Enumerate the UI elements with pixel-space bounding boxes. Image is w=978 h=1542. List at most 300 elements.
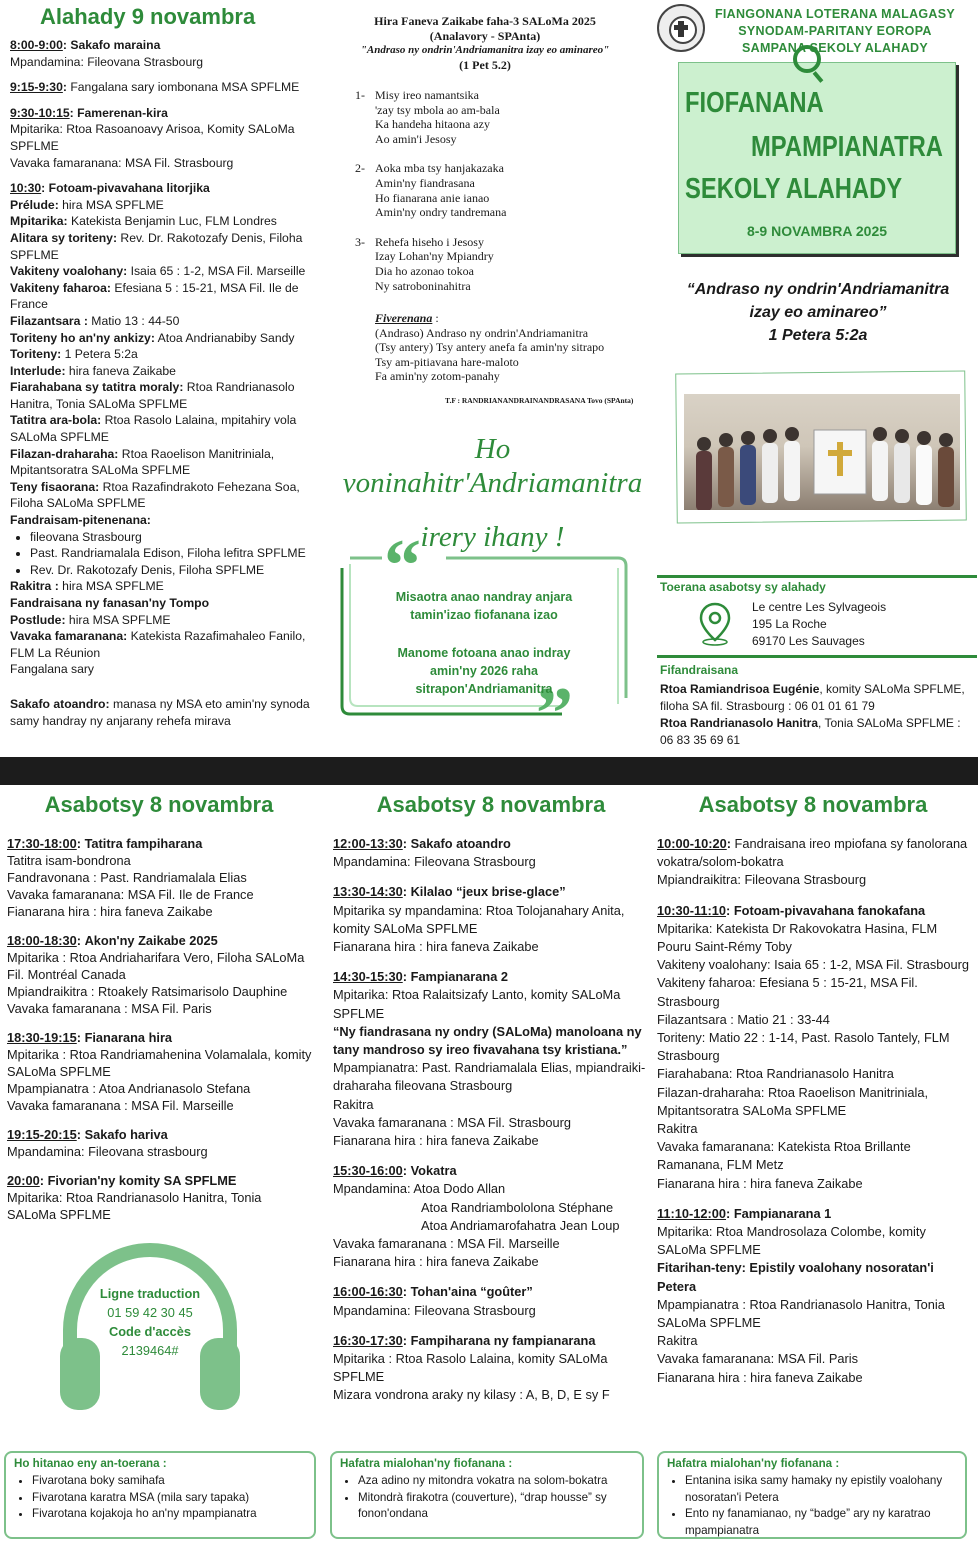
glory-line-1: Ho voninahitr'Andriamanitra <box>342 433 643 499</box>
liturgy-role: Fiarahabana sy tatitra moraly: <box>10 380 184 395</box>
refrain-line: (Tsy antery) Tsy antery anefa fa amin'ny sitrapo <box>375 340 605 355</box>
magnifier-icon <box>793 45 821 73</box>
colon-sep: : <box>432 311 439 325</box>
hymn-credit: T.F : RANDRIANANDRAINANDRASANA Tovo (SPAnta) <box>445 396 634 405</box>
sat-title-3: Asabotsy 8 novambra <box>698 792 928 817</box>
entry-title: Fivorian'ny komity SA SPFLME <box>47 1173 237 1188</box>
spacer <box>333 1271 649 1283</box>
schedule-entry <box>7 835 312 852</box>
note-list <box>667 1473 957 1539</box>
entry-detail: Tatitra isam-bondrona <box>7 853 131 868</box>
contact-title: Fifandraisana <box>660 663 739 677</box>
entry-title: Fianarana hira <box>84 1030 173 1045</box>
hymn-stanza <box>355 235 645 293</box>
liturgy-role: Vakiteny voalohany: <box>10 264 128 279</box>
venue-rule <box>657 575 977 578</box>
schedule-entry <box>657 835 973 871</box>
hymn-header <box>340 14 630 72</box>
entry-detail: Filazan-draharaha: Rtoa Raoelison Manitriniala, Mpitantsoratra SALoMa SPFLME <box>657 1084 929 1118</box>
schedule-entry <box>333 883 649 901</box>
liturgy-person: Katekista Razafimahaleo Fanilo, FLM La Réunion <box>10 629 306 660</box>
entry-time: 14:30-15:30 <box>333 969 403 985</box>
liturgy-line <box>10 230 322 263</box>
spacer <box>10 171 322 180</box>
close-quote-icon: ” <box>536 673 573 755</box>
entry-detail: Mpitarika: Rtoa Randrianasolo Hanitra, Tonia SALoMa SPFLME <box>7 1190 262 1222</box>
venue-line-3: 69170 Les Sauvages <box>752 634 865 648</box>
entry-detail: Vavaka famaranana: MSA Fil. Ile de France <box>7 887 254 902</box>
spacer <box>333 1320 649 1332</box>
venue-line-2: 195 La Roche <box>752 617 827 631</box>
entry-time: 17:30-18:00 <box>7 836 77 851</box>
note-title: Ho hitanao eny an-toerana : <box>14 1457 167 1470</box>
entry-detail: Mizara vondrona araky ny kilasy : A, B, D, E sy F <box>333 1387 610 1403</box>
refrain-title <box>375 311 645 326</box>
entry-detail: Fianarana hira : hira faneva Zaikabe <box>657 1175 863 1191</box>
liturgy-person: Katekista Benjamin Luc, FLM Londres <box>67 214 277 229</box>
speaker-item: • Past. Randriamalala Edison, Filoha lefitra SPFLME <box>30 545 322 562</box>
training-banner <box>678 62 956 254</box>
hymn-ref: (1 Pet 5.2) <box>459 57 511 72</box>
note-item: • Fivarotana boky samihafa <box>32 1473 306 1489</box>
liturgy-line <box>10 512 322 529</box>
entry-time: 19:15-20:15 <box>7 1127 77 1142</box>
colon-sep: : <box>41 181 49 196</box>
speaker-item: • Rev. Dr. Rakotozafy Denis, Filoha SPFLME <box>30 562 322 579</box>
colon-sep: : <box>69 105 78 120</box>
entry-title: Fampiharana ny fampianarana <box>410 1332 596 1348</box>
refrain-line: (Andraso) Andraso ny ondrin'Andriamanitra <box>375 325 589 340</box>
entry-detail: Vavaka famaranana: MSA Fil. Strasbourg <box>10 155 234 170</box>
entry-time: 16:00-16:30 <box>333 1284 403 1300</box>
sat-afternoon-schedule <box>333 835 649 1417</box>
entry-time: 20:00 <box>7 1173 40 1188</box>
liturgy-role: Fandraisana ny fanasan'ny Tompo <box>10 596 210 610</box>
schedule-entry <box>7 932 312 949</box>
liturgy-role: Rakitra : <box>10 579 59 594</box>
liturgy-person: Rev. Dr. Rakotozafy Denis, Filoha SPFLME <box>10 230 303 262</box>
note-item: • Fivarotana karatra MSA (mila sary tapaka) <box>32 1490 306 1506</box>
schedule-entry <box>7 1029 312 1046</box>
theme-verse <box>658 278 978 347</box>
entry-detail: Fianarana hira : hira faneva Zaikabe <box>657 1369 863 1385</box>
stanza-number: 1- <box>355 88 365 102</box>
schedule-entry <box>333 1162 649 1180</box>
org-name <box>708 6 962 57</box>
spacer <box>657 890 973 902</box>
entry-title: Fampianarana 1 <box>733 1205 832 1221</box>
glory-line-2: irery ihany ! <box>420 521 565 553</box>
access-code-value: 2139464# <box>121 1343 179 1358</box>
liturgy-line <box>10 330 322 347</box>
quote-line-1: Misaotra anao nandray anjara <box>395 590 573 604</box>
quote-line-4: amin'ny 2026 raha <box>430 664 538 678</box>
day9-schedule <box>10 37 322 729</box>
schedule-entry <box>7 1126 312 1143</box>
speaker-item: • fileovana Strasbourg <box>30 529 322 546</box>
note-item: • Fivarotana kojakoja ho an'ny mpampianatra <box>32 1506 306 1522</box>
entry-detail: Vavaka famaranana : MSA Fil. Strasbourg <box>333 1114 572 1130</box>
entry-detail: Vavaka famaranana : MSA Fil. Marseille <box>333 1236 560 1252</box>
note-title: Hafatra mialohan'ny fiofanana : <box>340 1457 513 1470</box>
liturgy-line <box>10 363 322 380</box>
stanza-number: 2- <box>355 161 365 176</box>
entry-detail: Vavaka famaranana : MSA Fil. Paris <box>7 1001 212 1016</box>
lesson-topic: Fitarihan-teny: Epistily voalohany nosoratan'i Petera <box>657 1260 934 1294</box>
entry-title: Tatitra fampiharana <box>84 836 203 851</box>
notes-onsite <box>4 1451 316 1539</box>
theme-line-1: “Andraso ny ondrin'Andriamanitra <box>686 281 950 298</box>
liturgy-line <box>10 479 322 512</box>
contact-2-name: Rtoa Randrianasolo Hanitra <box>660 716 819 730</box>
banner-line-1: FIOFANANA <box>685 87 824 119</box>
spacer <box>657 1193 973 1205</box>
page-divider <box>0 757 978 785</box>
entry-title: Famerenan-kira <box>77 105 168 120</box>
schedule-entry <box>7 1172 312 1189</box>
refrain-line: Fa amin'ny zotom-panahy <box>375 369 500 384</box>
entry-detail: Mpampianatra: Past. Randriamalala Elias, mpiandraiki-draharaha fileovana Strasbourg <box>333 1060 646 1094</box>
note-item: • Entanina isika samy hamaky ny epistily voalohany nosoratan'i Petera <box>685 1473 957 1506</box>
stanza-line: 'zay tsy mbola ao am-bala <box>375 102 500 117</box>
entry-time: 10:30 <box>10 181 42 196</box>
liturgy-line <box>10 213 322 230</box>
schedule-entry <box>333 1332 649 1350</box>
schedule-entry <box>333 1283 649 1301</box>
access-code-label: Code d'accès <box>109 1324 191 1339</box>
refrain-line: Tsy am-pitiavana hare-maloto <box>375 354 519 369</box>
entry-detail: Mpitarika : Rtoa Randriamahenina Volamalala, komity SALoMa SPFLME <box>7 1047 312 1079</box>
spacer <box>657 1387 973 1399</box>
spacer <box>7 1160 312 1172</box>
location-pin-icon <box>698 600 732 646</box>
entry-time: 12:00-13:30 <box>333 836 403 851</box>
open-quote-icon: “ <box>384 525 421 607</box>
entry-time: 10:30-11:10 <box>657 902 727 918</box>
church-seal-icon <box>657 4 705 52</box>
venue-title: Toerana asabotsy sy alahady <box>660 580 826 594</box>
lesson-topic: “Ny fiandrasana ny ondry (SALoMa) manoloana ny tany mandroso sy ireo fivavahana tsy kristiana.” <box>333 1023 642 1058</box>
spacer <box>333 1405 649 1417</box>
refrain-label: Fiverenana <box>375 311 433 325</box>
theme-line-2: izay eo aminareo” <box>749 304 887 321</box>
note-item: • Aza adino ny mitondra vokatra na solom-bokatra <box>358 1473 634 1489</box>
hymn-refrain <box>375 311 645 384</box>
stanza-line: Amin'ny ondry tandremana <box>375 205 507 220</box>
liturgy-person: hira faneva Zaikabe <box>65 363 176 378</box>
entry-title: Fampianarana 2 <box>410 969 509 985</box>
org-line-2: SYNODAM-PARITANY EOROPA <box>738 24 932 38</box>
note-item: • Ento ny fanamianao, ny “badge” ary ny karatrao mpampianatra <box>685 1506 957 1539</box>
liturgy-role: Fandraisam-pitenenana: <box>10 513 151 528</box>
entry-time: 18:00-18:30 <box>7 933 77 948</box>
contact-2-details: , Tonia SALoMa SPFLME : 06 83 35 69 61 <box>660 716 961 747</box>
note-list <box>14 1473 306 1522</box>
stanza-number: 3- <box>355 234 365 249</box>
liturgy-line <box>10 313 322 330</box>
liturgy-role: Alitara sy toriteny: <box>10 230 118 245</box>
entry-detail: Mpandamina: Fileovana Strasbourg <box>10 54 204 69</box>
colon-sep: : <box>402 1284 407 1300</box>
entry-time: 8:00-9:00 <box>10 38 63 52</box>
hymn-sub: (Analavory - SPAnta) <box>429 28 541 43</box>
liturgy-person: hira MSA SPFLME <box>58 579 164 594</box>
liturgy-person: Efesiana 5 : 15-21, MSA Fil. Ile de France <box>10 280 299 312</box>
entry-detail: Vavaka famaranana: Katekista Rtoa Brillante Ramanana, FLM Metz <box>657 1139 911 1173</box>
schedule-entry <box>10 37 322 54</box>
entry-time: 9:30-10:15 <box>10 105 70 120</box>
colon-sep: : <box>402 1332 407 1348</box>
entry-detail: Vavaka famaranana: MSA Fil. Paris <box>657 1351 859 1367</box>
venue-line-1: Le centre Les Sylvageois <box>752 600 887 614</box>
liturgy-line <box>10 612 322 629</box>
stanza-line: Ao amin'i Jesosy <box>375 131 457 146</box>
entry-time: 16:30-17:30 <box>333 1332 403 1348</box>
schedule-entry <box>10 105 322 122</box>
liturgy-role: Vakiteny faharoa: <box>10 280 111 295</box>
colon-sep: : <box>402 836 407 851</box>
entry-time: 18:30-19:15 <box>7 1030 77 1045</box>
entry-title: Fotoam-pivavahana litorjika <box>48 181 210 196</box>
theme-line-3: 1 Petera 5:2a <box>768 327 868 344</box>
entry-detail: Mpitarika : Rtoa Andriaharifara Vero, Filoha SALoMa Fil. Montréal Canada <box>7 950 305 982</box>
liturgy-person: hira MSA SPFLME <box>58 197 164 212</box>
liturgy-role: Tatitra ara-bola: <box>10 413 102 428</box>
lunch-note <box>10 696 322 729</box>
liturgy-line <box>10 197 322 214</box>
note-title: Hafatra mialohan'ny fiofanana : <box>667 1457 840 1470</box>
stanza-line: Amin'ny fiandrasana <box>375 175 475 190</box>
liturgy-role: Postlude: <box>10 612 66 627</box>
liturgy-role: Vavaka famaranana: <box>10 629 128 644</box>
entry-title: Akon'ny Zaikabe 2025 <box>84 933 218 948</box>
banner-date: 8-9 NOVAMBRA 2025 <box>746 223 888 239</box>
colon-sep: : <box>402 1163 407 1179</box>
contact-1-name: Rtoa Ramiandrisoa Eugénie <box>660 682 820 696</box>
entry-detail: Fianarana hira : hira faneva Zaikabe <box>333 1133 539 1149</box>
liturgy-person: Rtoa Raoelison Manitriniala, Mpitantsoratra SALoMa SPFLME <box>10 446 275 478</box>
entry-detail: Mpandamina: Fileovana Strasbourg <box>333 1302 536 1318</box>
entry-time: 11:10-12:00 <box>657 1205 727 1221</box>
entry-detail: Vakiteny voalohany: Isaia 65 : 1-2, MSA Fil. Strasbourg <box>657 957 970 973</box>
entry-title: Sakafo maraina <box>70 38 161 52</box>
schedule-entry <box>657 1205 973 1223</box>
liturgy-line <box>10 578 322 595</box>
entry-detail: Atoa Randriambololona Stéphane <box>421 1199 614 1215</box>
notes-before-1 <box>330 1451 644 1539</box>
colon-sep: : <box>726 902 731 918</box>
speakers-list <box>10 529 322 579</box>
liturgy-line <box>10 412 322 445</box>
spacer <box>333 871 649 883</box>
entry-title: Fandraisana ireo mpiofana sy fanolorana vokatra/solom-bokatra <box>657 836 968 870</box>
spacer <box>7 1223 312 1235</box>
stanza-line: Dia ho azonao tokoa <box>375 263 474 278</box>
hymn-stanza <box>355 161 645 219</box>
venue-address <box>752 599 886 650</box>
translation-label: Ligne traduction <box>99 1286 201 1301</box>
liturgy-role: Filazan-draharaha: <box>10 446 119 461</box>
entry-detail: Mpiandraikitra : Rtoakely Ratsimarisolo Dauphine <box>7 984 288 999</box>
entry-time: 10:00-10:20 <box>657 836 727 851</box>
stanza-line: Aoka mba tsy hanjakazaka <box>375 161 504 176</box>
liturgy-line <box>10 446 322 479</box>
liturgy-person: Rtoa Randrianasolo Hanitra, Tonia SALoMa SPFLME <box>10 380 295 411</box>
sat-evening-schedule <box>7 835 312 1235</box>
liturgy-role: Mpitarika: <box>10 214 68 229</box>
spacer <box>7 920 312 932</box>
colon-sep: : <box>402 969 407 985</box>
liturgy-line <box>10 661 322 678</box>
entry-detail: Fianarana hira : hira faneva Zaikabe <box>333 1254 539 1270</box>
note-item: • Mitondrà firakotra (couverture), “drap housse” sy fonon'ondana <box>358 1490 634 1523</box>
entry-detail: Mpampianatra : Rtoa Randrianasolo Hanitra, Tonia SALoMa SPFLME <box>657 1296 945 1331</box>
lunch-text: manasa ny MSA eto amin'ny synoda samy handray ny anjarany rehefa mirava <box>10 696 310 728</box>
stanza-line: Izay Lohan'ny Mpiandry <box>375 249 494 264</box>
liturgy-person: Matio 13 : 44-50 <box>87 313 180 328</box>
stanza-line: Ho fianarana anie ianao <box>375 190 490 205</box>
entry-detail: Mpampianatra : Atoa Andrianasolo Stefana <box>7 1081 251 1096</box>
notes-before-2 <box>657 1451 967 1539</box>
lunch-label: Sakafo atoandro: <box>10 696 110 711</box>
stanza-line: Misy ireo namantsika <box>375 88 479 102</box>
colon-sep: : <box>62 38 71 52</box>
liturgy-role: Toriteny: <box>10 347 62 362</box>
colon-sep: : <box>402 884 407 900</box>
translation-text <box>70 1284 230 1360</box>
stanza-line: Ka handeha hitaona azy <box>375 117 490 132</box>
spacer <box>10 678 322 696</box>
entry-detail: Rakitra <box>657 1333 698 1349</box>
stanza-line: Rehefa hiseho i Jesosy <box>375 234 484 249</box>
quote-text <box>336 588 632 698</box>
translation-phone: 01 59 42 30 45 <box>107 1305 193 1320</box>
entry-title: Fangalana sary iombonana MSA SPFLME <box>70 80 300 95</box>
entry-title: Kilalao “jeux brise-glace” <box>410 884 566 900</box>
schedule-entry <box>10 180 322 197</box>
liturgy-role: Toriteny ho an'ny ankizy: <box>10 330 155 345</box>
entry-detail: Mpandamina: Fileovana strasbourg <box>7 1144 208 1159</box>
entry-detail: Filazantsara : Matio 21 : 33-44 <box>657 1011 830 1027</box>
liturgy-person: hira MSA SPFLME <box>65 612 171 627</box>
liturgy-person: Isaia 65 : 1-2, MSA Fil. Marseille <box>127 264 306 279</box>
entry-detail: Rakitra <box>657 1121 698 1137</box>
org-line-3: SAMPANA SEKOLY ALAHADY <box>741 41 929 55</box>
contact-list <box>660 681 972 749</box>
quote-line-2: tamin'izao fiofanana izao <box>410 608 558 622</box>
org-line-1: FIANGONANA LOTERANA MALAGASY <box>714 7 956 21</box>
entry-detail: Fianarana hira : hira faneva Zaikabe <box>7 904 213 919</box>
sat-morning-schedule <box>657 835 973 1399</box>
spacer <box>10 70 322 79</box>
colon-sep: : <box>726 1205 731 1221</box>
entry-title: Sakafo atoandro <box>410 836 511 851</box>
banner-line-2: MPAMPIANATRA <box>751 131 943 163</box>
quote-line-5: sitrapon'Andriamanitra <box>415 682 553 696</box>
entry-detail: Vavaka famaranana : MSA Fil. Marseille <box>7 1098 234 1113</box>
entry-detail: Mpitarika: Rtoa Mandrosolaza Colombe, komity SALoMa SPFLME <box>657 1224 926 1258</box>
entry-time: 15:30-16:00 <box>333 1163 403 1179</box>
group-people-icon <box>684 394 960 510</box>
contact-1-details: , komity SALoMa SPFLME, filoha SA fil. Strasbourg : 06 01 01 61 79 <box>660 682 965 713</box>
schedule-entry <box>333 835 649 853</box>
entry-time: 13:30-14:30 <box>333 884 403 900</box>
liturgy-line <box>10 595 322 612</box>
entry-detail: Atoa Andriamarofahatra Jean Loup <box>421 1217 620 1233</box>
entry-title: Vokatra <box>410 1163 457 1179</box>
liturgy-line <box>10 379 322 412</box>
entry-detail: Mpitarika sy mpandamina: Rtoa Tolojanahary Anita, komity SALoMa SPFLME <box>333 902 625 936</box>
quote-line-3: Manome fotoana anao indray <box>397 646 571 660</box>
hymn-verse: "Andraso ny ondrin'Andriamanitra izay eo aminareo" <box>360 44 610 56</box>
note-list <box>340 1473 634 1522</box>
colon-sep: : <box>39 1173 44 1188</box>
entry-detail: Fandravonana : Past. Randriamalala Elias <box>7 870 247 885</box>
group-photo <box>684 394 960 510</box>
liturgy-role: Prélude: <box>10 197 59 212</box>
spacer <box>7 1114 312 1126</box>
entry-detail: Mpitarika: Rtoa Rasoanoavy Arisoa, Komity SALoMa SPFLME <box>10 122 295 153</box>
entry-detail: Mpitarika : Rtoa Rasolo Lalaina, komity SALoMa SPFLME <box>333 1351 608 1385</box>
liturgy-person: Rtoa Rasolo Lalaina, mpitahiry vola SALoMa SPFLME <box>10 413 297 445</box>
hymn-title: Hira Faneva Zaikabe faha-3 SALoMa 2025 <box>374 14 596 28</box>
spacer <box>7 1017 312 1029</box>
liturgy-line <box>10 280 322 313</box>
hymn-stanzas <box>355 88 645 308</box>
colon-sep: : <box>76 836 81 851</box>
liturgy-line <box>10 628 322 661</box>
entry-detail: Fianarana hira : hira faneva Zaikabe <box>333 939 539 955</box>
liturgy-person: 1 Petera 5:2a <box>61 347 138 362</box>
liturgy-role: Teny fisaorana: <box>10 479 100 494</box>
schedule-entry <box>333 968 649 986</box>
spacer <box>333 1150 649 1162</box>
colon-sep: : <box>76 933 81 948</box>
liturgy-line <box>10 263 322 280</box>
entry-title: Tohan'aina “goûter” <box>410 1284 533 1300</box>
liturgy-person: Rtoa Razafindrakoto Fehezana Soa, Filoha SALoMa SPFLME <box>10 479 300 511</box>
entry-detail: Mpitarika: Rtoa Ralaitsizafy Lanto, komity SALoMa SPFLME <box>333 987 621 1021</box>
entry-detail: Toriteny: Matio 22 : 1-14, Past. Rasolo Tantely, FLM Strasbourg <box>657 1030 950 1064</box>
sat-title-1: Asabotsy 8 novambra <box>44 792 274 817</box>
spacer <box>10 96 322 105</box>
entry-title: Sakafo hariva <box>84 1127 168 1142</box>
colon-sep: : <box>62 80 71 95</box>
colon-sep: : <box>76 1127 81 1142</box>
liturgy-person: Atoa Andrianabiby Sandy <box>154 330 295 345</box>
translation-line <box>40 1240 260 1420</box>
entry-detail: Mpandamina: Fileovana Strasbourg <box>333 854 536 870</box>
entry-detail: Mpitarika: Katekista Dr Rakovokatra Hasina, FLM Pouru Saint-Rémy Toby <box>657 920 938 955</box>
liturgy-role: Interlude: <box>10 363 66 378</box>
glory-text <box>335 432 650 554</box>
colon-sep: : <box>726 836 731 851</box>
stanza-line: Ny satroboninahitra <box>375 278 471 293</box>
entry-detail: Vakiteny faharoa: Efesiana 5 : 15-21, MSA Fil. Strasbourg <box>657 975 918 1009</box>
schedule-entry <box>10 79 322 96</box>
entry-time: 9:15-9:30 <box>10 80 63 95</box>
day9-title: Alahady 9 novambra <box>40 4 256 29</box>
hymn-stanza <box>355 88 645 146</box>
entry-detail: Mpandamina: Atoa Dodo Allan <box>333 1181 506 1197</box>
entry-detail: Mpiandraikitra: Fileovana Strasbourg <box>657 872 867 888</box>
liturgy-role: Filazantsara : <box>10 313 88 328</box>
schedule-entry <box>657 902 973 920</box>
liturgy-line <box>10 346 322 363</box>
entry-detail: Fiarahabana: Rtoa Randrianasolo Hanitra <box>657 1066 894 1082</box>
banner-line-3: SEKOLY ALAHADY <box>685 173 903 205</box>
spacer <box>333 956 649 968</box>
